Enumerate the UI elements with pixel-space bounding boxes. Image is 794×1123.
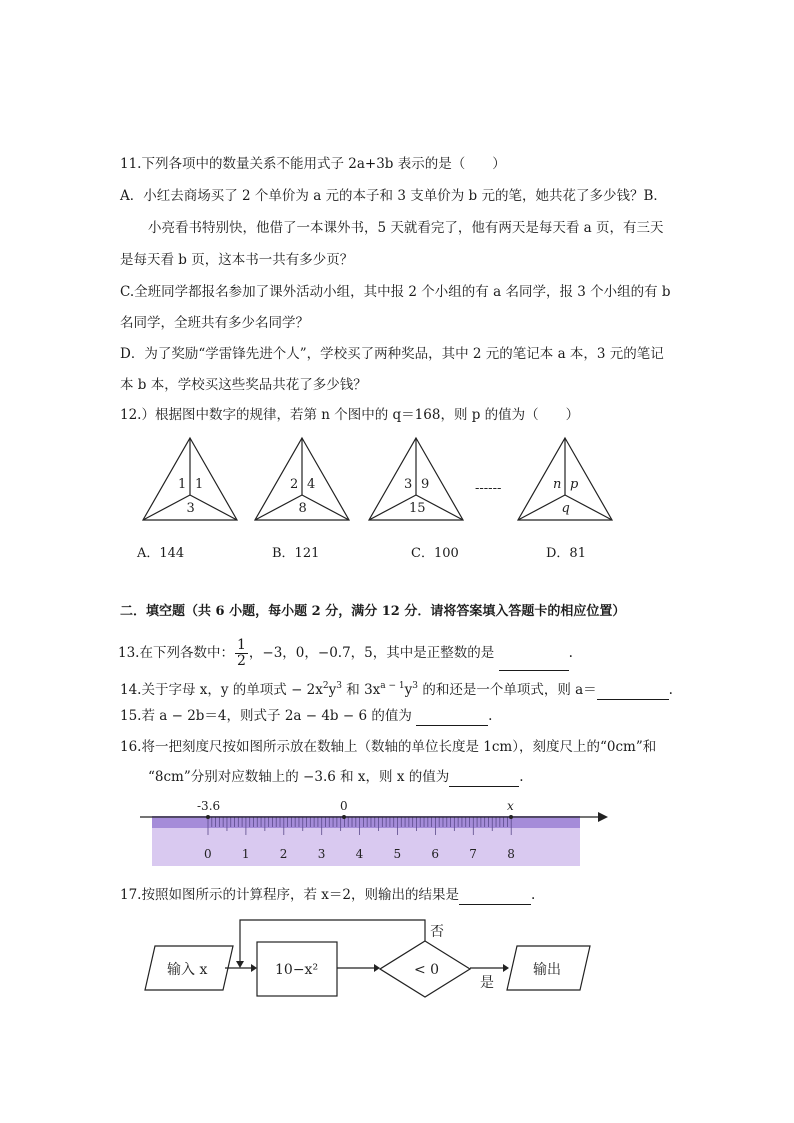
arrowhead-icon: [251, 964, 257, 972]
q13-prefix: 13.在下列各数中：: [118, 645, 234, 661]
ruler-number: 4: [355, 847, 364, 861]
q11-option-b-line1: 小亮看书特别快，他借了一本课外书，5 天就看完了，他有两天是每天看 a 页，有三天: [148, 220, 664, 236]
triangle-right-number: 1: [195, 477, 204, 492]
q14-end: .: [668, 682, 673, 698]
ruler-number: 1: [241, 847, 250, 861]
q11-option-c-line1: C.全班同学都报名参加了课外活动小组，其中报 2 个小组的有 a 名同学，报 3 个小组的有 b: [120, 284, 671, 300]
q14-part2: y: [328, 682, 337, 698]
triangle-left-number: 1: [178, 477, 187, 492]
arrowhead-icon: [374, 964, 380, 972]
triangle-left-number: n: [553, 477, 562, 492]
flow-no-label: 否: [430, 924, 444, 940]
q13-frac-num: 1: [236, 637, 246, 653]
q12-option-b: B．121: [272, 546, 320, 561]
q14-part1: 14.关于字母 x，y 的单项式 − 2x: [120, 682, 323, 698]
q15-end: .: [488, 708, 493, 724]
q14-sup4: 3: [412, 681, 419, 691]
triangle-bottom-number: 8: [298, 501, 307, 516]
q14-sup1: 2: [322, 681, 329, 691]
flow-decision-label: < 0: [414, 962, 440, 978]
q12-dots: ------: [475, 481, 502, 496]
triangle-bottom-number: q: [561, 501, 570, 516]
triangle-right-number: 4: [307, 477, 316, 492]
ruler-number: 7: [469, 847, 477, 861]
ruler-number: 8: [507, 847, 515, 861]
flow-yes-label: 是: [480, 975, 494, 991]
triangle-bottom-number: 3: [186, 501, 195, 516]
triangle-left-number: 3: [404, 477, 413, 492]
q13-end: .: [568, 645, 573, 661]
q14-part3: 和 3x: [342, 682, 381, 698]
arrowhead-icon: [503, 964, 509, 972]
q17-stem: 17.按照如图所示的计算程序，若 x＝2，则输出的结果是: [120, 887, 459, 903]
ruler-number: 3: [317, 847, 326, 861]
triangle-right-number: p: [570, 477, 579, 492]
ruler-number: 2: [279, 847, 288, 861]
flow-process-label: 10−x²: [275, 962, 319, 978]
q14-sup3: a − 1: [380, 681, 405, 691]
q16-line1: 16.将一把刻度尺按如图所示放在数轴上（数轴的单位长度是 1cm），刻度尺上的“0cm”和: [120, 739, 657, 755]
section-heading: 二．填空题（共 6 小题，每小题 2 分，满分 12 分．请将答案填入答题卡的相应位置）: [120, 604, 626, 619]
q16-line2: “8cm”分别对应数轴上的 −3.6 和 x，则 x 的值为: [148, 769, 450, 785]
q13-rest: ，−3，0，−0.7，5，其中是正整数的是: [248, 645, 499, 661]
q14-part4: y: [404, 682, 413, 698]
q11-option-d-line2: 本 b 本，学校买这些奖品共花了多少钱？: [120, 377, 367, 393]
ruler-number: 6: [431, 847, 440, 861]
q16-end: .: [519, 769, 524, 785]
q11-option-d-line1: D．为了奖励“学雷锋先进个人”，学校买了两种奖品，其中 2 元的笔记本 a 本，3 元的笔记: [120, 346, 664, 362]
ruler-number: 0: [204, 847, 212, 861]
q13-frac-den: 2: [236, 653, 246, 669]
axis-label-x: x: [507, 799, 514, 813]
q15-body: 15.若 a − 2b＝4，则式子 2a − 4b − 6 的值为: [120, 708, 417, 724]
flow-loop-line: [240, 920, 425, 962]
q14-sup2: 3: [336, 681, 342, 691]
q11-option-c-line2: 名同学，全班共有多少名同学？: [120, 315, 309, 331]
q17-end: .: [530, 887, 536, 903]
triangle-bottom-number: 15: [409, 501, 426, 516]
q11-stem: 11.下列各项中的数量关系不能用式子 2a+3b 表示的是（ ）: [120, 156, 506, 172]
ruler-number: 5: [393, 847, 402, 861]
axis-label-zero: 0: [340, 799, 348, 813]
q12-option-a: A．144: [137, 546, 185, 561]
q11-option-b-line2: 是每天看 b 页，这本书一共有多少页？: [120, 252, 354, 268]
q14-part5: 的和还是一个单项式，则 a＝: [418, 682, 597, 698]
q12-option-c: C．100: [411, 546, 459, 561]
q12-option-d: D．81: [546, 546, 586, 561]
axis-label-start: -3.6: [197, 799, 221, 813]
q11-option-a: A．小红去商场买了 2 个单价为 a 元的本子和 3 支单价为 b 元的笔，她共花了多少钱？B．: [120, 188, 667, 204]
arrowhead-icon: [236, 961, 244, 968]
triangle-right-number: 9: [421, 477, 430, 492]
q12-stem: 12.）根据图中数字的规律，若第 n 个图中的 q＝168，则 p 的值为（ ）: [120, 407, 580, 423]
flow-output-label: 输出: [533, 962, 561, 978]
triangle-left-number: 2: [290, 477, 299, 492]
flow-input-label: 输入 x: [167, 962, 208, 978]
